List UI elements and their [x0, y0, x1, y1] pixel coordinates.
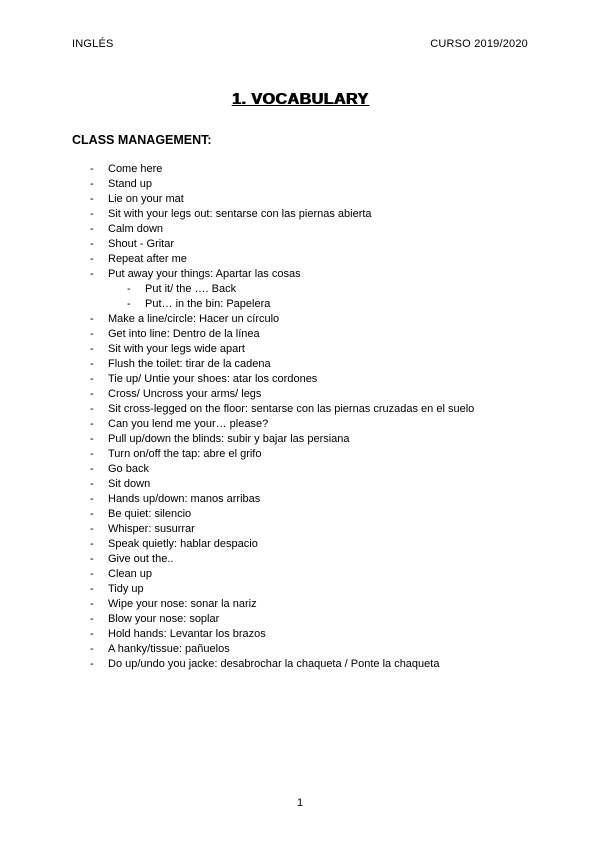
list-item — [0, 597, 600, 612]
page-number: 1 — [296, 797, 304, 809]
list-bullet: - — [90, 478, 94, 490]
section-title: CLASS MANAGEMENT: — [72, 133, 212, 147]
list-item — [0, 342, 600, 357]
list-bullet: - — [90, 253, 94, 265]
list-item — [0, 267, 600, 282]
list-bullet: - — [127, 283, 131, 295]
list-item — [0, 462, 600, 477]
list-item-text: Put… in the bin: Papelera — [145, 298, 271, 310]
list-item-text: Cross/ Uncross your arms/ legs — [108, 388, 262, 400]
list-item — [0, 282, 600, 297]
list-item-text: Make a line/circle: Hacer un círculo — [108, 313, 280, 325]
list-item-text: Flush the toilet: tirar de la cadena — [108, 358, 271, 370]
list-item-text: Calm down — [108, 223, 164, 235]
list-item — [0, 387, 600, 402]
list-item — [0, 297, 600, 312]
list-item-text: Clean up — [108, 568, 153, 580]
list-item — [0, 402, 600, 417]
list-bullet: - — [127, 298, 131, 310]
list-item — [0, 582, 600, 597]
list-item — [0, 162, 600, 177]
list-item — [0, 417, 600, 432]
list-item-text: Turn on/off the tap: abre el grifo — [108, 448, 262, 460]
list-bullet: - — [90, 538, 94, 550]
list-bullet: - — [90, 328, 94, 340]
list-bullet: - — [90, 238, 94, 250]
list-item — [0, 657, 600, 672]
list-item — [0, 627, 600, 642]
list-bullet: - — [90, 403, 94, 415]
list-item — [0, 507, 600, 522]
list-item-text: Sit with your legs out: sentarse con las piernas abierta — [108, 208, 372, 220]
list-bullet: - — [90, 178, 94, 190]
list-bullet: - — [90, 583, 94, 595]
list-item-text: Get into line: Dentro de la línea — [108, 328, 260, 340]
list-item-text: Sit cross-legged on the floor: sentarse con las piernas cruzadas en el suelo — [108, 403, 475, 415]
page-title: 1. VOCABULARY — [231, 91, 369, 108]
list-bullet: - — [90, 268, 94, 280]
list-bullet: - — [90, 433, 94, 445]
list-item — [0, 492, 600, 507]
list-item-text: Do up/undo you jacke: desabrochar la chaqueta / Ponte la chaqueta — [108, 658, 440, 670]
list-item-text: A hanky/tissue: pañuelos — [108, 643, 230, 655]
list-bullet: - — [90, 508, 94, 520]
list-item — [0, 177, 600, 192]
list-item-text: Hands up/down: manos arribas — [108, 493, 261, 505]
list-item — [0, 207, 600, 222]
list-item-text: Blow your nose: soplar — [108, 613, 220, 625]
vocabulary-list — [0, 162, 600, 672]
header-course: CURSO 2019/2020 — [430, 38, 528, 50]
list-bullet: - — [90, 208, 94, 220]
list-bullet: - — [90, 493, 94, 505]
list-bullet: - — [90, 643, 94, 655]
list-bullet: - — [90, 658, 94, 670]
list-item — [0, 447, 600, 462]
list-item — [0, 612, 600, 627]
list-item-text: Put away your things: Apartar las cosas — [108, 268, 301, 280]
list-item — [0, 192, 600, 207]
list-item — [0, 432, 600, 447]
list-item — [0, 327, 600, 342]
list-item — [0, 222, 600, 237]
list-bullet: - — [90, 193, 94, 205]
list-bullet: - — [90, 628, 94, 640]
header-subject: INGLÉS — [72, 38, 114, 50]
list-bullet: - — [90, 613, 94, 625]
list-item — [0, 477, 600, 492]
list-item — [0, 357, 600, 372]
list-bullet: - — [90, 343, 94, 355]
list-item-text: Can you lend me your… please? — [108, 418, 269, 430]
list-item-text: Go back — [108, 463, 149, 475]
list-bullet: - — [90, 568, 94, 580]
list-item — [0, 522, 600, 537]
list-bullet: - — [90, 553, 94, 565]
list-item-text: Tidy up — [108, 583, 144, 595]
list-item-text: Be quiet: silencio — [108, 508, 192, 520]
list-item — [0, 552, 600, 567]
list-item-text: Wipe your nose: sonar la nariz — [108, 598, 257, 610]
list-item-text: Put it/ the …. Back — [145, 283, 237, 295]
list-bullet: - — [90, 373, 94, 385]
list-item — [0, 252, 600, 267]
list-item-text: Speak quietly: hablar despacio — [108, 538, 258, 550]
list-item-text: Give out the.. — [108, 553, 174, 565]
list-item-text: Sit with your legs wide apart — [108, 343, 245, 355]
list-bullet: - — [90, 523, 94, 535]
list-item-text: Come here — [108, 163, 163, 175]
list-bullet: - — [90, 598, 94, 610]
list-item-text: Tie up/ Untie your shoes: atar los cordones — [108, 373, 318, 385]
list-item-text: Shout - Gritar — [108, 238, 175, 250]
list-item-text: Repeat after me — [108, 253, 187, 265]
list-bullet: - — [90, 163, 94, 175]
list-item — [0, 312, 600, 327]
list-bullet: - — [90, 448, 94, 460]
list-bullet: - — [90, 313, 94, 325]
list-item-text: Hold hands: Levantar los brazos — [108, 628, 266, 640]
list-item — [0, 642, 600, 657]
list-item — [0, 237, 600, 252]
list-item-text: Lie on your mat — [108, 193, 184, 205]
list-bullet: - — [90, 223, 94, 235]
list-bullet: - — [90, 388, 94, 400]
list-bullet: - — [90, 358, 94, 370]
list-item — [0, 537, 600, 552]
list-bullet: - — [90, 418, 94, 430]
list-item-text: Whisper: susurrar — [108, 523, 195, 535]
list-bullet: - — [90, 463, 94, 475]
list-item — [0, 372, 600, 387]
list-item-text: Sit down — [108, 478, 151, 490]
list-item-text: Pull up/down the blinds: subir y bajar las persiana — [108, 433, 350, 445]
list-item — [0, 567, 600, 582]
list-item-text: Stand up — [108, 178, 153, 190]
